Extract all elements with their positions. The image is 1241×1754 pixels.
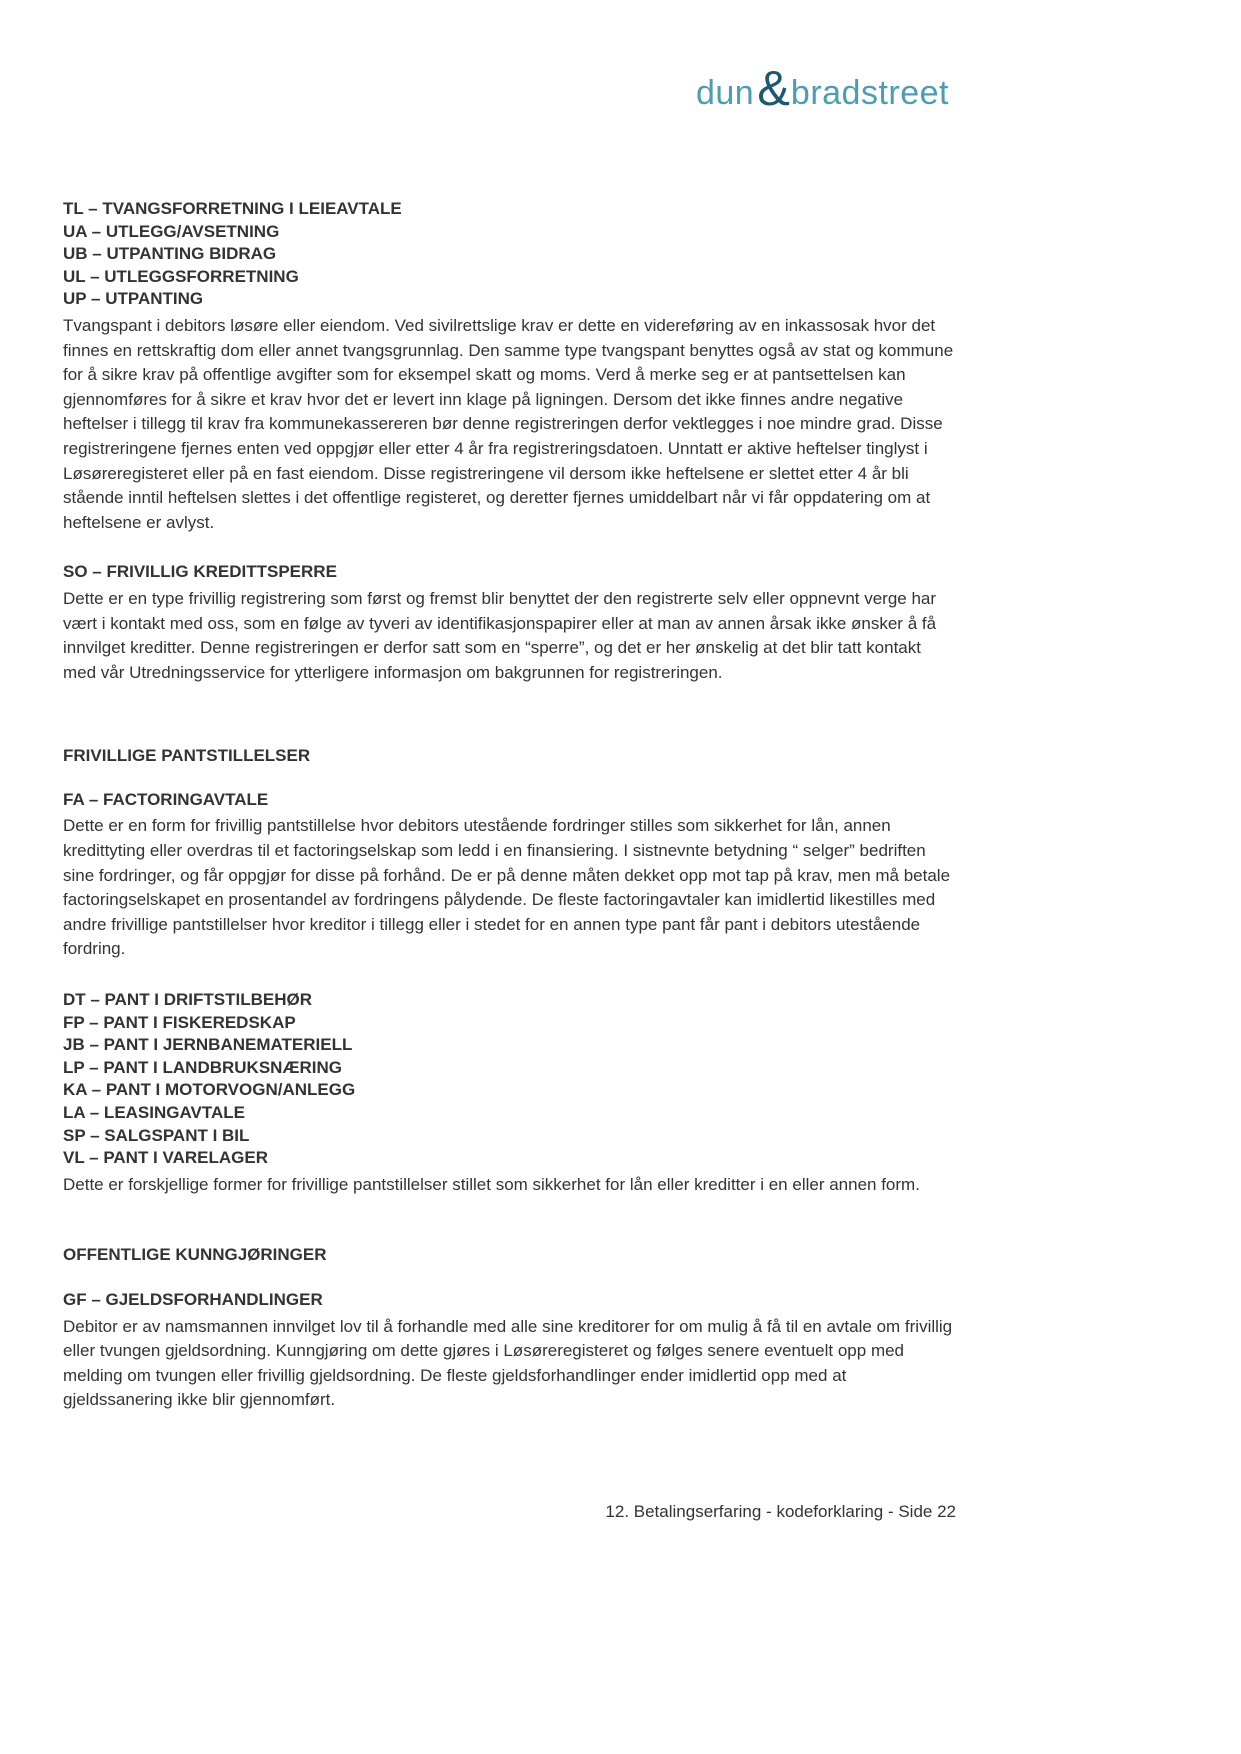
- code-heading-so: SO – FRIVILLIG KREDITTSPERRE: [63, 562, 337, 582]
- code-heading-fp: FP – PANT I FISKEREDSKAP: [63, 1012, 296, 1032]
- code-heading-la: LA – LEASINGAVTALE: [63, 1103, 245, 1122]
- code-heading-sp: SP – SALGSPANT I BIL: [63, 1125, 250, 1145]
- code-heading-ua: UA – UTLEGG/AVSETNING: [63, 221, 280, 241]
- paragraph-gf: Debitor er av namsmannen innvilget lov til å forhandle med alle sine kreditorer for om mulig å få til en avtale om frivillig eller tvungen gjeldsordning. Kunngjøring om dette gjøres i Løsøreregisteret og følges senere eventuelt opp med melding om tvungen eller frivillig gjeldsordning. De fleste gjeldsforhandlinger ender imidlertid opp med at gjeldssanering ikke blir gjennomført.: [63, 1316, 953, 1410]
- logo-ampersand-icon: &: [757, 62, 790, 116]
- code-heading-ka: KA – PANT I MOTORVOGN/ANLEGG: [63, 1080, 356, 1100]
- paragraph-tvangspant: Tvangspant i debitors løsøre eller eiendom. Ved sivilrettslige krav er dette en videreføring av en inkassosak hvor det finnes en rettskraftig dom eller annet tvangsgrunnlag. Den samme type tvangspant benyttes også av stat og kommune for å sikre krav på offentlige avgifter som for eksempel skatt og moms. Verd å merke seg er at pantsettelsen kan gjennomføres for å sikre et krav hvor det er levert inn klage på ligningen. Dersom det ikke finnes andre negative heftelser i tillegg til krav fra kommunekassereren bør denne registreringen derfor vektlegges i noe mindre grad. Disse registreringene fjernes enten ved oppgjør eller etter 4 år fra registreringsdatoen. Unntatt er aktive heftelser tinglyst i Løsøreregisteret eller på en fast eiendom. Disse registreringene vil dersom ikke heftelsene er slettet etter 4 år bli stående inntil heftelsen slettes i det offentlige registeret, og deretter fjernes umiddelbart når vi får oppdatering om at heftelsene er avlyst.: [63, 315, 954, 532]
- logo-word-bradstreet: bradstreet: [790, 74, 949, 112]
- paragraph-so: Dette er en type frivillig registrering som først og fremst blir benyttet der den registrerte selv eller oppnevnt verge har vært i kontakt med oss, som en følge av tyveri av identifikasjonspapirer eller at man av annen årsak ikke ønsker å få innvilget kreditter. Denne registreringen er derfor satt som en “sperre”, og det er her ønskelig at det blir tatt kontakt med vår Utredningsservice for ytterligere informasjon om bakgrunnen for registreringen.: [63, 588, 937, 682]
- paragraph-pant: Dette er forskjellige former for frivillige pantstillelser stillet som sikkerhet for lån eller kreditter i en eller annen form.: [63, 1174, 920, 1194]
- dun-bradstreet-logo: [695, 62, 949, 116]
- code-heading-vl: VL – PANT I VARELAGER: [63, 1148, 268, 1168]
- code-heading-group-pant: [63, 989, 956, 1170]
- logo-word-dun: dun: [695, 74, 755, 112]
- code-heading-fa: FA – FACTORINGAVTALE: [63, 789, 269, 809]
- code-heading-lp: LP – PANT I LANDBRUKSNÆRING: [63, 1057, 342, 1077]
- page-footer: 12. Betalingserfaring - kodeforklaring - Side 22: [605, 1502, 956, 1521]
- code-heading-ub: UB – UTPANTING BIDRAG: [63, 244, 277, 264]
- paragraph-fa: Dette er en form for frivillig pantstillelse hvor debitors utestående fordringer stilles som sikkerhet for lån, annen kredittyting eller overdras til et factoringselskap som ledd i en finansiering. I sistnevnte betydning “ selger” bedriften sine fordringer, og får oppgjør for disse på forhånd. De er på denne måten dekket opp mot tap på krav, men må betale factoringselskapet en prosentandel av fordringens pålydende. De fleste factoringavtaler kan imidlertid likestilles med andre frivillige pantstillelser hvor kreditor i tillegg eller i stedet for en annen type pant får pant i debitors utestående fordring.: [63, 816, 951, 959]
- code-heading-group-tvangspant: [63, 198, 956, 311]
- code-heading-gf: GF – GJELDSFORHANDLINGER: [63, 1289, 323, 1309]
- document-content: [63, 198, 956, 1413]
- code-heading-tl: TL – TVANGSFORRETNING I LEIEAVTALE: [63, 199, 402, 218]
- code-heading-ul: UL – UTLEGGSFORRETNING: [63, 266, 299, 286]
- section-title-frivillige-pantstillelser: FRIVILLIGE PANTSTILLELSER: [63, 746, 311, 766]
- section-title-offentlige-kunngjoringer: OFFENTLIGE KUNNGJØRINGER: [63, 1245, 327, 1265]
- code-heading-up: UP – UTPANTING: [63, 289, 204, 309]
- code-heading-jb: JB – PANT I JERNBANEMATERIELL: [63, 1035, 353, 1055]
- code-heading-dt: DT – PANT I DRIFTSTILBEHØR: [63, 990, 313, 1010]
